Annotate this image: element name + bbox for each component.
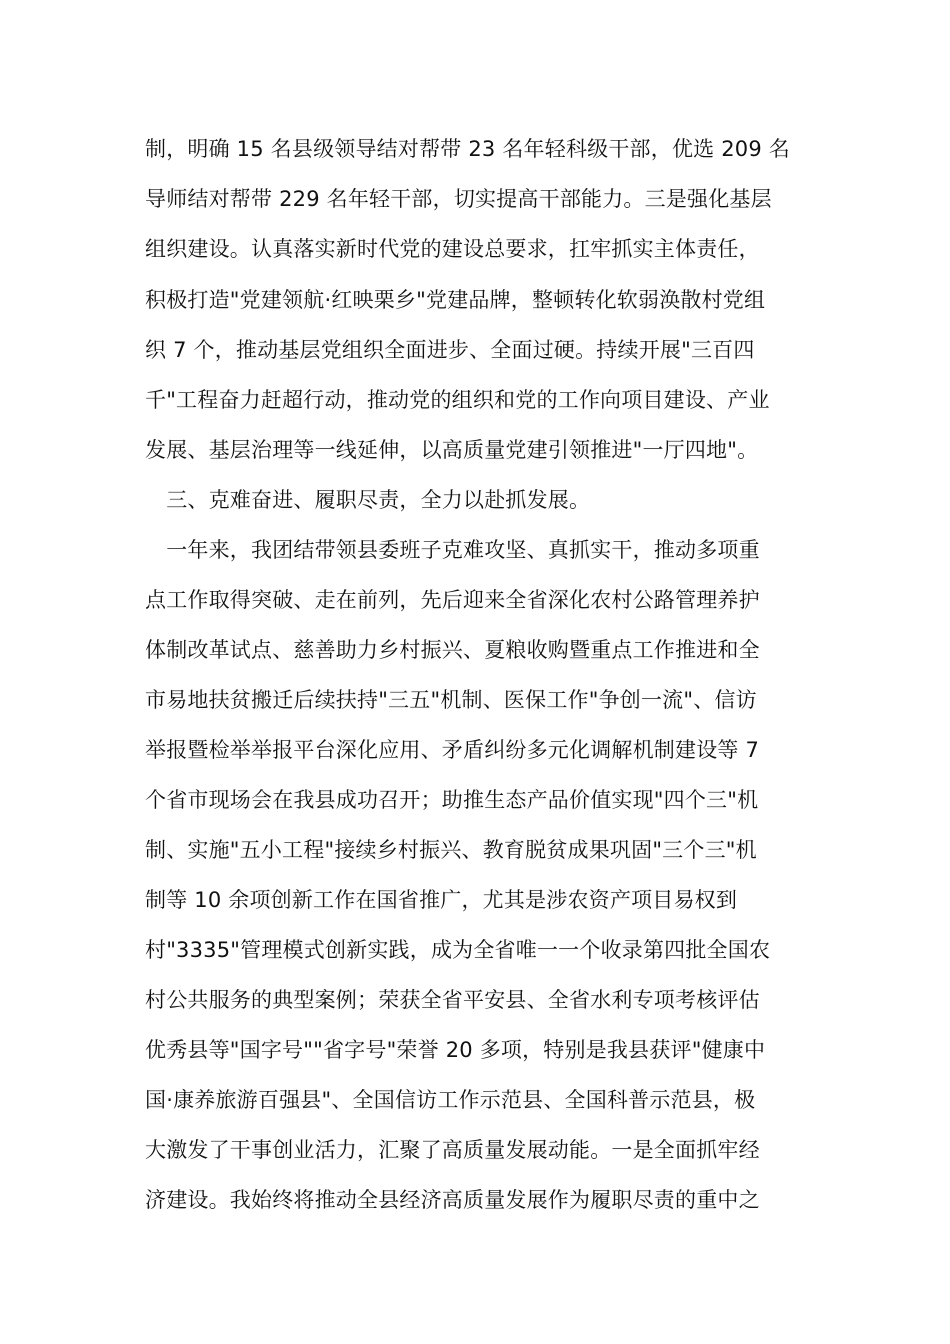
- text-line: 市易地扶贫搬迁后续扶持"三五"机制、医保工作"争创一流"、信访: [145, 688, 757, 712]
- section-heading: 三、克难奋进、履职尽责，全力以赴抓发展。: [145, 488, 591, 512]
- text-line: 国·康养旅游百强县"、全国信访工作示范县、全国科普示范县，极: [145, 1088, 756, 1112]
- text-line: 个省市现场会在我县成功召开；助推生态产品价值实现"四个三"机: [145, 788, 759, 812]
- text-line: 村"3335"管理模式创新实践，成为全省唯一一个收录第四批全国农: [145, 938, 771, 962]
- text-line: 大激发了干事创业活力，汇聚了高质量发展动能。一是全面抓牢经: [145, 1138, 760, 1162]
- text-line: 发展、基层治理等一线延伸，以高质量党建引领推进"一厅四地"。: [145, 438, 759, 462]
- text-line: 体制改革试点、慈善助力乡村振兴、夏粮收购暨重点工作推进和全: [145, 638, 760, 662]
- text-line: 制，明确 15 名县级领导结对帮带 23 名年轻科级干部，优选 209 名: [145, 137, 790, 161]
- text-line: 优秀县等"国字号""省字号"荣誉 20 多项，特别是我县获评"健康中: [145, 1038, 766, 1062]
- text-line: 千"工程奋力赶超行动，推动党的组织和党的工作向项目建设、产业: [145, 388, 770, 412]
- text-line: 组织建设。认真落实新时代党的建设总要求，扛牢抓实主体责任，: [145, 237, 760, 261]
- text-line: 织 7 个，推动基层党组织全面进步、全面过硬。持续开展"三百四: [145, 338, 755, 362]
- text-line: 举报暨检举举报平台深化应用、矛盾纠纷多元化调解机制建设等 7: [145, 738, 760, 762]
- text-line: 济建设。我始终将推动全县经济高质量发展作为履职尽责的重中之: [145, 1188, 760, 1212]
- text-line: 制、实施"五小工程"接续乡村振兴、教育脱贫成果巩固"三个三"机: [145, 838, 757, 862]
- text-line: 点工作取得突破、走在前列，先后迎来全省深化农村公路管理养护: [145, 588, 760, 612]
- text-line: 一年来，我团结带领县委班子克难攻坚、真抓实干，推动多项重: [145, 538, 760, 562]
- text-line: 村公共服务的典型案例；荣获全省平安县、全省水利专项考核评估: [145, 988, 760, 1012]
- text-line: 积极打造"党建领航·红映栗乡"党建品牌，整顿转化软弱涣散村党组: [145, 288, 766, 312]
- text-line: 导师结对帮带 229 名年轻干部，切实提高干部能力。三是强化基层: [145, 187, 772, 211]
- text-line: 制等 10 余项创新工作在国省推广，尤其是涉农资产项目易权到: [145, 888, 738, 912]
